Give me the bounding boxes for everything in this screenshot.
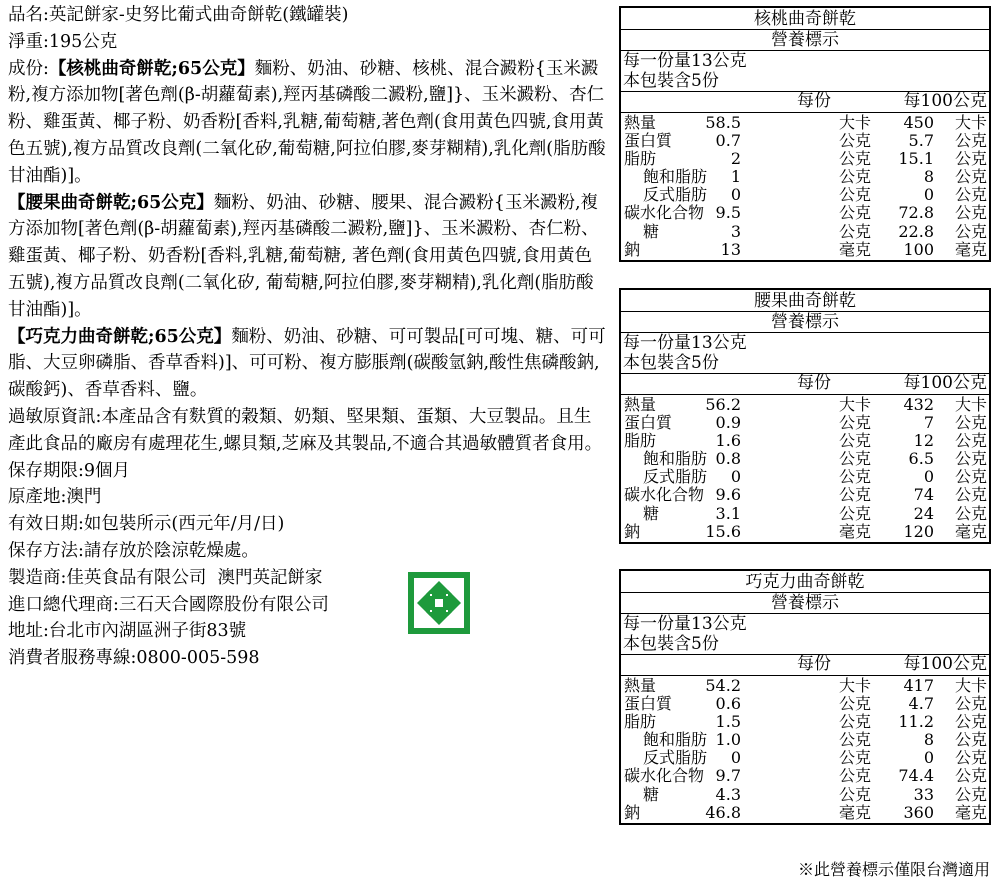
ingredients-walnut [8, 56, 608, 190]
unit-per-100g: 公克 [954, 784, 987, 804]
value-per-serving: 15.6 [705, 521, 741, 541]
serving-size: 每一份量13公克 [623, 614, 747, 634]
value-per-100g: 8 [923, 167, 934, 187]
unit-per-serving: 公克 [839, 167, 872, 187]
nutrient-name: 蛋白質 [624, 131, 673, 151]
servings-per-package: 本包裝含5份 [623, 71, 719, 91]
nutrition-panel [619, 569, 991, 825]
nutrient-name: 飽和脂肪 [643, 730, 708, 750]
walnut-ingredients: 麵粉、奶油、砂糖、核桃、混合澱粉{玉米澱粉,複方添加物[著色劑(β-胡蘿蔔素),羥丙基磷酸二澱粉,鹽]}、玉米澱粉、杏仁粉、雞蛋黃、椰子粉、奶香粉[香料,乳糖,葡萄糖,著色劑(食用黃色四號,食用黃色五號),複方品質改良劑(二氧化矽,葡萄糖,阿拉伯膠,麥芽糊精),乳化劑(脂肪酸甘油酯)]。 [8, 58, 606, 186]
unit-per-100g: 公克 [954, 131, 987, 151]
value-per-100g: 417 [903, 676, 934, 695]
unit-per-100g: 公克 [954, 485, 987, 505]
panel-title: 巧克力曲奇餅乾 [621, 571, 989, 593]
col-per-serving: 每份 [797, 373, 831, 393]
value-per-100g: 0 [923, 748, 934, 768]
value-per-serving: 0.9 [715, 413, 741, 433]
panel-title: 腰果曲奇餅乾 [621, 290, 989, 312]
nutrient-rows [621, 676, 989, 823]
nutrition-footnote: ※此營養標示僅限台灣適用 [797, 860, 990, 879]
cashew-heading: 【腰果曲奇餅乾;65公克】 [8, 192, 214, 213]
panel-title: 核桃曲奇餅乾 [621, 8, 989, 30]
origin: 原產地:澳門 [8, 487, 102, 508]
nutrient-row [621, 486, 989, 504]
nutrient-name: 熱量 [624, 395, 657, 414]
nutrient-row [621, 713, 989, 731]
product-info [8, 2, 608, 672]
value-per-100g: 72.8 [898, 203, 934, 223]
serving-size: 每一份量13公克 [623, 333, 747, 353]
panel-subtitle: 營養標示 [621, 312, 989, 333]
nutrient-row [621, 241, 989, 259]
nutrient-name: 碳水化合物 [624, 485, 705, 505]
unit-per-serving: 公克 [839, 730, 872, 750]
unit-per-serving: 公克 [839, 766, 872, 786]
nutrition-panel [619, 288, 991, 544]
nutrient-row [621, 695, 989, 713]
serving-info [621, 51, 989, 92]
nutrient-name: 脂肪 [624, 149, 657, 169]
value-per-100g: 15.1 [898, 149, 934, 169]
unit-per-serving: 大卡 [839, 395, 872, 414]
unit-per-100g: 公克 [954, 748, 987, 768]
unit-per-100g: 大卡 [954, 676, 987, 695]
unit-per-100g: 毫克 [954, 802, 987, 822]
unit-per-serving: 公克 [839, 221, 872, 241]
unit-per-100g: 公克 [954, 203, 987, 223]
nutrient-rows [621, 395, 989, 542]
expiry: 有效日期:如包裝所示(西元年/月/日) [8, 514, 285, 535]
ingredients-label: 成份: [8, 58, 49, 79]
value-per-100g: 0 [923, 185, 934, 205]
nutrient-row [621, 186, 989, 204]
value-per-100g: 432 [903, 395, 934, 414]
unit-per-serving: 公克 [839, 449, 872, 469]
unit-per-100g: 公克 [954, 413, 987, 433]
nutrient-name: 糖 [643, 221, 660, 241]
unit-per-100g: 公克 [954, 431, 987, 451]
value-per-serving: 1.5 [715, 712, 741, 732]
unit-per-100g: 公克 [954, 694, 987, 714]
nutrition-panel [619, 6, 991, 262]
value-per-100g: 22.8 [898, 221, 934, 241]
nutrient-rows [621, 113, 989, 260]
storage: 保存方法:請存放於陰涼乾燥處。 [8, 540, 259, 561]
value-per-100g: 24 [913, 503, 934, 523]
value-per-serving: 58.5 [705, 113, 741, 132]
nutrient-row [621, 114, 989, 132]
unit-per-100g: 毫克 [954, 239, 987, 259]
value-per-serving: 0.7 [715, 131, 741, 151]
value-per-serving: 9.7 [715, 766, 741, 786]
value-per-serving: 56.2 [705, 395, 741, 414]
maker: 製造商:佳英食品有限公司 澳門英記餅家 [8, 567, 323, 588]
value-per-serving: 54.2 [705, 676, 741, 695]
col-per-100g: 每100公克 [903, 373, 987, 393]
unit-per-serving: 公克 [839, 131, 872, 151]
nutrient-name: 蛋白質 [624, 694, 673, 714]
nutrient-row [621, 150, 989, 168]
unit-per-serving: 公克 [839, 694, 872, 714]
choco-heading: 【巧克力曲奇餅乾;65公克】 [8, 326, 232, 347]
value-per-serving: 4.3 [715, 784, 741, 804]
hotline: 消費者服務專線:0800-005-598 [8, 648, 260, 669]
nutrient-name: 反式脂肪 [643, 748, 708, 768]
value-per-serving: 0 [730, 467, 741, 487]
column-header [621, 92, 989, 113]
col-per-serving: 每份 [797, 654, 831, 674]
unit-per-serving: 公克 [839, 467, 872, 487]
walnut-heading: 【核桃曲奇餅乾;65公克】 [48, 58, 255, 79]
nutrient-row [621, 204, 989, 222]
value-per-100g: 12 [913, 431, 934, 451]
column-header [621, 374, 989, 395]
recycle-icon [408, 572, 470, 634]
unit-per-serving: 公克 [839, 485, 872, 505]
unit-per-100g: 大卡 [954, 395, 987, 414]
nutrient-row [621, 414, 989, 432]
value-per-serving: 0.8 [715, 449, 741, 469]
nutrient-row [621, 731, 989, 749]
unit-per-serving: 毫克 [839, 239, 872, 259]
unit-per-serving: 公克 [839, 203, 872, 223]
unit-per-serving: 公克 [839, 149, 872, 169]
nutrient-row [621, 396, 989, 414]
unit-per-serving: 毫克 [839, 802, 872, 822]
unit-per-serving: 公克 [839, 413, 872, 433]
unit-per-100g: 公克 [954, 167, 987, 187]
product-name: 品名:英記餅家-史努比葡式曲奇餅乾(鐵罐裝) [8, 5, 349, 25]
value-per-serving: 9.5 [715, 203, 741, 223]
value-per-serving: 13 [720, 239, 741, 259]
ingredients-cashew [8, 190, 608, 324]
serving-info [621, 614, 989, 655]
unit-per-serving: 大卡 [839, 676, 872, 695]
servings-per-package: 本包裝含5份 [623, 634, 719, 654]
value-per-100g: 74 [913, 485, 934, 505]
nutrient-row [621, 505, 989, 523]
nutrient-name: 飽和脂肪 [643, 167, 708, 187]
value-per-serving: 2 [730, 149, 741, 169]
nutrient-row [621, 677, 989, 695]
nutrient-name: 糖 [643, 784, 660, 804]
nutrient-row [621, 523, 989, 541]
value-per-100g: 74.4 [898, 766, 934, 786]
value-per-serving: 1.6 [715, 431, 741, 451]
address: 地址:台北市內湖區洲子街83號 [8, 621, 247, 642]
unit-per-serving: 公克 [839, 748, 872, 768]
choco-ingredients: 麵粉、奶油、砂糖、可可製品[可可塊、糖、可可脂、大豆卵磷脂、香草香料)]、可可粉、複方膨脹劑(碳酸氫鈉,酸性焦磷酸鈉,碳酸鈣)、香草香料、鹽。 [8, 326, 606, 401]
nutrient-name: 蛋白質 [624, 413, 673, 433]
unit-per-100g: 公克 [954, 221, 987, 241]
serving-info [621, 333, 989, 374]
nutrient-row [621, 450, 989, 468]
nutrient-name: 鈉 [624, 521, 641, 541]
unit-per-100g: 公克 [954, 467, 987, 487]
nutrient-name: 鈉 [624, 802, 641, 822]
col-per-serving: 每份 [797, 91, 831, 111]
unit-per-100g: 公克 [954, 149, 987, 169]
nutrient-name: 脂肪 [624, 431, 657, 451]
nutrient-name: 熱量 [624, 676, 657, 695]
panel-subtitle: 營養標示 [621, 593, 989, 614]
shelf-life: 保存期限:9個月 [8, 460, 131, 481]
unit-per-100g: 大卡 [954, 113, 987, 132]
nutrient-row [621, 168, 989, 186]
allergen-info: 過敏原資訊:本產品含有麩質的穀類、奶類、堅果類、蛋類、大豆製品。且生產此食品的廠房有處理花生,螺貝類,芝麻及其製品,不適合其過敏體質者食用。 [8, 406, 603, 454]
net-weight: 淨重:195公克 [8, 31, 118, 52]
unit-per-100g: 公克 [954, 730, 987, 750]
value-per-100g: 5.7 [908, 131, 934, 151]
unit-per-serving: 毫克 [839, 521, 872, 541]
unit-per-100g: 毫克 [954, 521, 987, 541]
panel-subtitle: 營養標示 [621, 30, 989, 51]
servings-per-package: 本包裝含5份 [623, 353, 719, 373]
nutrient-name: 反式脂肪 [643, 467, 708, 487]
nutrient-row [621, 132, 989, 150]
nutrient-row [621, 749, 989, 767]
nutrient-name: 糖 [643, 503, 660, 523]
nutrient-name: 反式脂肪 [643, 185, 708, 205]
cashew-ingredients: 麵粉、奶油、砂糖、腰果、混合澱粉{玉米澱粉,複方添加物[著色劑(β-胡蘿蔔素),羥丙基磷酸二澱粉,鹽]}、玉米澱粉、杏仁粉、雞蛋黃、椰子粉、奶香粉[香料,乳糖,葡萄糖, 著色劑(食用黃色四號,食用黃色五號),複方品質改良劑(二氧化矽, 葡萄糖,阿拉伯膠,麥芽糊精),乳化劑(脂肪酸甘油酯)]。 [8, 192, 599, 320]
unit-per-serving: 公克 [839, 784, 872, 804]
value-per-serving: 46.8 [705, 802, 741, 822]
unit-per-serving: 大卡 [839, 113, 872, 132]
value-per-serving: 9.6 [715, 485, 741, 505]
nutrient-name: 脂肪 [624, 712, 657, 732]
col-per-100g: 每100公克 [903, 91, 987, 111]
value-per-100g: 11.2 [898, 712, 934, 732]
value-per-serving: 3.1 [715, 503, 741, 523]
nutrient-name: 碳水化合物 [624, 203, 705, 223]
value-per-100g: 4.7 [908, 694, 934, 714]
value-per-100g: 0 [923, 467, 934, 487]
unit-per-100g: 公克 [954, 712, 987, 732]
nutrient-row [621, 432, 989, 450]
value-per-serving: 1.0 [715, 730, 741, 750]
nutrient-row [621, 468, 989, 486]
value-per-100g: 33 [913, 784, 934, 804]
unit-per-100g: 公克 [954, 766, 987, 786]
serving-size: 每一份量13公克 [623, 51, 747, 71]
value-per-100g: 6.5 [908, 449, 934, 469]
col-per-100g: 每100公克 [903, 654, 987, 674]
unit-per-100g: 公克 [954, 185, 987, 205]
column-header [621, 655, 989, 676]
value-per-100g: 7 [923, 413, 934, 433]
value-per-100g: 360 [903, 802, 934, 822]
value-per-100g: 120 [903, 521, 934, 541]
unit-per-serving: 公克 [839, 185, 872, 205]
nutrient-name: 碳水化合物 [624, 766, 705, 786]
value-per-serving: 1 [730, 167, 741, 187]
nutrient-row [621, 767, 989, 785]
unit-per-serving: 公克 [839, 712, 872, 732]
nutrient-name: 熱量 [624, 113, 657, 132]
value-per-serving: 0.6 [715, 694, 741, 714]
value-per-serving: 0 [730, 748, 741, 768]
nutrient-row [621, 223, 989, 241]
value-per-serving: 0 [730, 185, 741, 205]
value-per-serving: 3 [730, 221, 741, 241]
unit-per-serving: 公克 [839, 503, 872, 523]
unit-per-serving: 公克 [839, 431, 872, 451]
unit-per-100g: 公克 [954, 449, 987, 469]
value-per-100g: 100 [903, 239, 934, 259]
nutrient-row [621, 786, 989, 804]
unit-per-100g: 公克 [954, 503, 987, 523]
nutrient-name: 飽和脂肪 [643, 449, 708, 469]
nutrient-row [621, 804, 989, 822]
value-per-100g: 8 [923, 730, 934, 750]
nutrient-name: 鈉 [624, 239, 641, 259]
importer: 進口總代理商:三石天合國際股份有限公司 [8, 594, 329, 615]
ingredients-choco [8, 324, 608, 404]
value-per-100g: 450 [903, 113, 934, 132]
